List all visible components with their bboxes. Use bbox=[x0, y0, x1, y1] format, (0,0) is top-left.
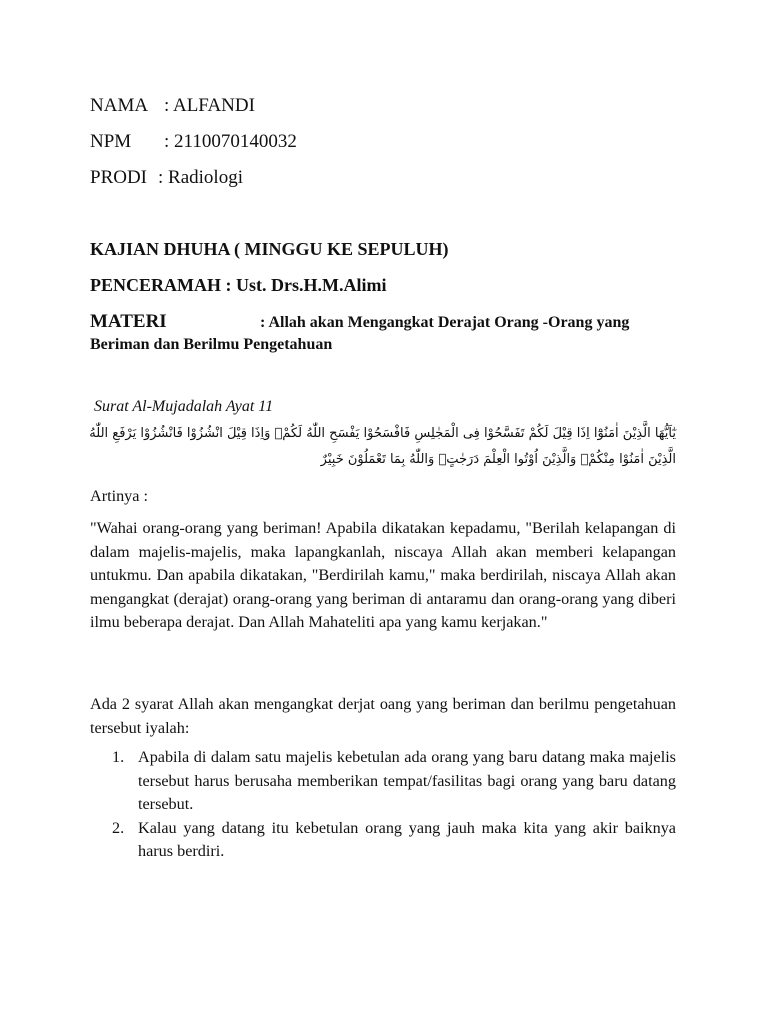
arabic-verse-line-2: الَّذِيْنَ اٰمَنُوْا مِنْكُمْۙ وَالَّذِيْنَ اُوْتُوا الْعِلْمَ دَرَجٰتٍۗ وَاللّٰهُ بِمَا تَعْمَلُوْنَ خَبِيْرٌ bbox=[320, 452, 676, 467]
prodi-label: PRODI bbox=[90, 167, 148, 188]
artinya-label: Artinya : bbox=[90, 487, 148, 505]
kajian-title: KAJIAN DHUHA ( MINGGU KE SEPULUH) bbox=[90, 239, 449, 259]
nama-value: : ALFANDI bbox=[164, 95, 255, 116]
list-item-number: 2. bbox=[112, 818, 125, 837]
arabic-verse-line-1: يٰٓاَيُّهَا الَّذِيْنَ اٰمَنُوْٓا اِذَا قِيْلَ لَكُمْ تَفَسَّحُوْا فِى الْمَجٰلِسِ فَافْسَحُوْا يَفْسَحِ اللّٰهُ لَكُمْۚ وَاِذَا قِيْلَ انْشُزُوْا فَانْشُزُوْا يَرْفَعِ اللّٰهُ bbox=[89, 426, 676, 441]
prodi-line bbox=[90, 166, 243, 190]
npm-label: NPM bbox=[90, 131, 132, 152]
prodi-value: : Radiologi bbox=[158, 167, 243, 188]
materi-line-2: Beriman dan Berilmu Pengetahuan bbox=[90, 336, 333, 353]
syarat-list bbox=[90, 746, 676, 864]
list-item bbox=[90, 817, 676, 864]
list-item-text: Apabila di dalam satu majelis kebetulan ada orang yang baru datang maka majelis tersebut harus berusaha memberikan tempat/fasilitas bagi orang yang baru datang tersebut. bbox=[138, 748, 676, 813]
syarat-intro: Ada 2 syarat Allah akan mengangkat derjat oang yang beriman dan berilmu pengetahuan tersebut iyalah: bbox=[90, 695, 676, 737]
list-item bbox=[90, 746, 676, 817]
surat-title: Surat Al-Mujadalah Ayat 11 bbox=[94, 398, 274, 415]
penceramah-line: PENCERAMAH : Ust. Drs.H.M.Alimi bbox=[90, 275, 387, 295]
materi-label: MATERI bbox=[90, 311, 167, 332]
artinya-paragraph: "Wahai orang-orang yang beriman! Apabila dikatakan kepadamu, "Berilah kelapangan di dalam majelis-majelis, maka lapangkanlah, niscaya Allah akan memberi kelapangan untukmu. Dan apabila dikatakan, "Berdirilah kamu," maka berdirilah, niscaya Allah akan mengangkat (derajat) orang-orang yang beriman di antaramu dan orang-orang yang diberi ilmu beberapa derajat. Dan Allah Mahateliti apa yang kamu kerjakan." bbox=[90, 519, 676, 631]
nama-line bbox=[90, 94, 255, 118]
npm-value: : 2110070140032 bbox=[164, 131, 297, 152]
list-item-number: 1. bbox=[112, 748, 125, 766]
materi-line-1: : Allah akan Mengangkat Derajat Orang -Orang yang bbox=[260, 314, 630, 331]
npm-line bbox=[90, 130, 297, 154]
nama-label: NAMA bbox=[90, 95, 149, 116]
list-item-text: Kalau yang datang itu kebetulan orang yang jauh maka kita yang akir baiknya harus berdiri. bbox=[138, 818, 676, 860]
